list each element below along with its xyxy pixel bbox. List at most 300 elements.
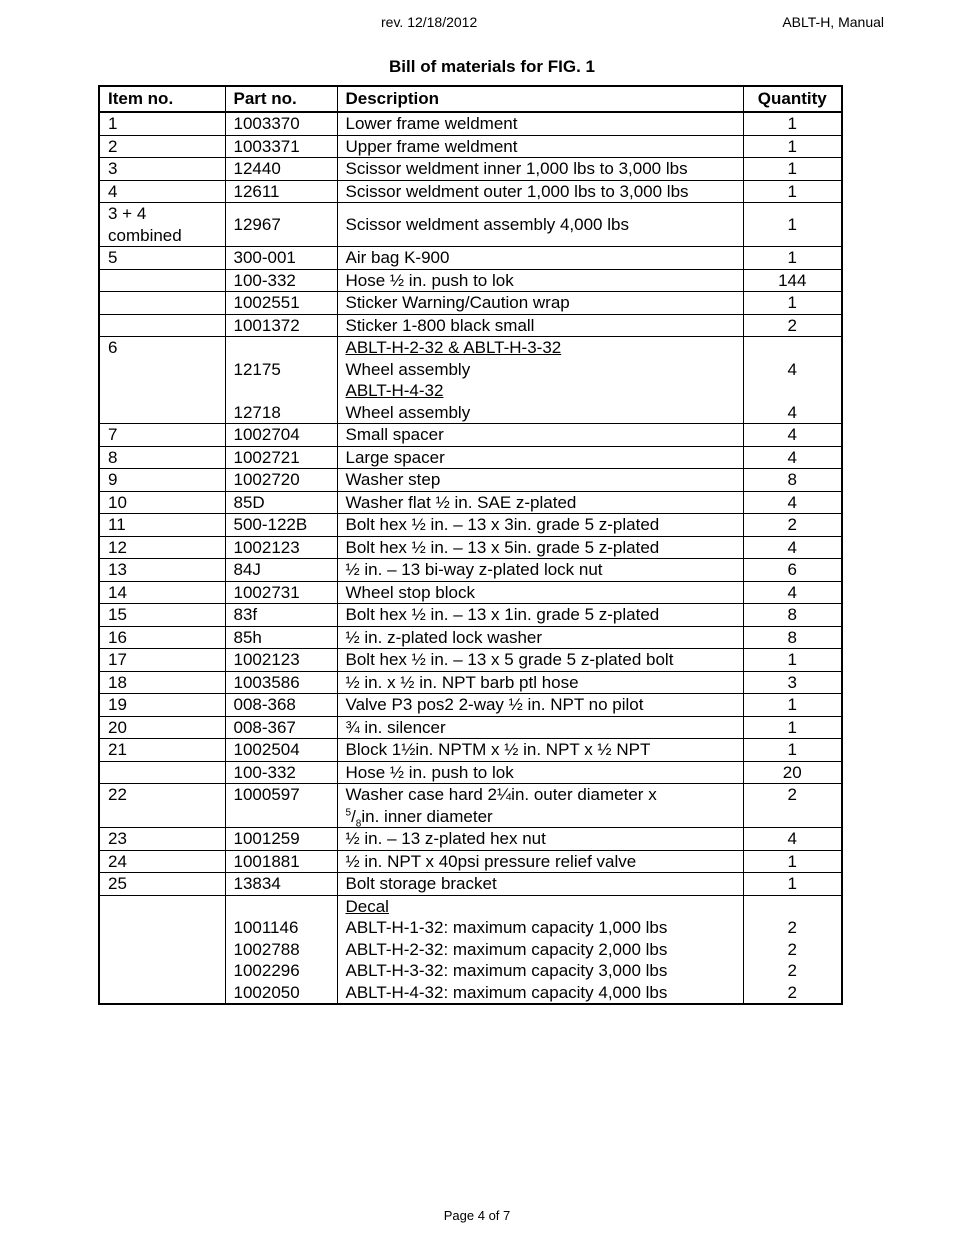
cell-line: 19: [108, 695, 127, 714]
cell-line: 10: [108, 492, 127, 512]
table-row: [99, 716, 842, 739]
part-no-cell: [225, 203, 337, 247]
cell-line: ABLT-H-2-32: maximum capacity 2,000 lbs: [345, 939, 668, 959]
cell-line: ½ in. – 13 bi-way z-plated lock nut: [345, 560, 603, 579]
quantity-cell: [743, 604, 842, 627]
item-no-cell: [99, 604, 225, 627]
quantity-cell: [743, 694, 842, 717]
part-no-cell: [225, 135, 337, 158]
part-no-cell: [225, 180, 337, 203]
quantity-cell: [743, 649, 842, 672]
quantity-cell: [743, 135, 842, 158]
cell-line: 3 + 4: [108, 204, 147, 223]
item-no-cell: [99, 559, 225, 582]
table-row: [99, 112, 842, 135]
cell-line: 1: [787, 181, 797, 201]
cell-line: 4: [787, 582, 797, 602]
quantity-cell: [743, 269, 842, 292]
table-body: [99, 112, 842, 1004]
description-cell: [337, 337, 743, 424]
cell-line: Large spacer: [345, 447, 445, 467]
cell-line: 1002704: [233, 425, 300, 444]
description-cell: [337, 514, 743, 537]
table-row: [99, 491, 842, 514]
item-no-cell: [99, 626, 225, 649]
cell-line: Bolt hex ½ in. – 13 x 1in. grade 5 z-plated: [345, 605, 660, 624]
cell-line: 20: [782, 762, 802, 782]
table-row: [99, 873, 842, 896]
table-row: [99, 314, 842, 337]
cell-line: 12440: [233, 159, 281, 178]
part-no-cell: [225, 626, 337, 649]
cell-line: [108, 270, 217, 292]
description-cell: [337, 873, 743, 896]
table-row: [99, 649, 842, 672]
item-no-cell: [99, 446, 225, 469]
cell-line: 23: [108, 829, 127, 848]
cell-line: Sticker Warning/Caution wrap: [345, 293, 570, 312]
part-no-cell: [225, 247, 337, 270]
quantity-cell: [743, 895, 842, 1004]
cell-line: 9: [108, 470, 118, 489]
quantity-cell: [743, 850, 842, 873]
cell-line: 1002721: [233, 447, 300, 467]
description-cell: [337, 314, 743, 337]
cell-line: 1003371: [233, 136, 300, 156]
cell-line: 2: [787, 961, 797, 980]
cell-line: 144: [778, 270, 807, 290]
cell-line: 12175: [233, 359, 281, 379]
cell-line: 83f: [233, 605, 258, 624]
cell-line: 1003370: [233, 114, 300, 133]
cell-line: 4: [787, 537, 797, 557]
cell-line: ¾ in. silencer: [345, 717, 446, 737]
quantity-cell: [743, 828, 842, 851]
cell-line: 4: [787, 492, 797, 512]
cell-line: 24: [108, 851, 127, 871]
table-row: [99, 828, 842, 851]
description-cell: [337, 424, 743, 447]
item-no-cell: [99, 873, 225, 896]
cell-line: 3: [787, 672, 797, 692]
cell-line: 1: [108, 114, 118, 133]
table-row: [99, 536, 842, 559]
cell-line: Upper frame weldment: [345, 136, 518, 156]
part-no-cell: [225, 446, 337, 469]
cell-line: [108, 762, 217, 784]
table-row: [99, 604, 842, 627]
quantity-cell: [743, 446, 842, 469]
cell-line: 15: [108, 605, 127, 624]
cell-line: 1000597: [233, 785, 300, 804]
part-no-cell: [225, 604, 337, 627]
cell-line: 85D: [233, 492, 265, 512]
cell-line: Small spacer: [345, 425, 444, 444]
part-no-cell: [225, 536, 337, 559]
cell-line: [752, 337, 834, 359]
quantity-cell: [743, 292, 842, 315]
cell-line: 6: [108, 338, 118, 357]
quantity-cell: [743, 469, 842, 492]
cell-line: Sticker 1-800 black small: [345, 315, 535, 335]
description-cell: [337, 626, 743, 649]
item-no-cell: [99, 581, 225, 604]
cell-line: Block 1½in. NPTM x ½ in. NPT x ½ NPT: [345, 740, 651, 759]
cell-line: 5: [108, 248, 118, 267]
cell-line: 13: [108, 560, 127, 579]
description-cell: [337, 761, 743, 784]
table-row: [99, 581, 842, 604]
table-row: [99, 671, 842, 694]
quantity-cell: [743, 337, 842, 424]
item-no-cell: [99, 828, 225, 851]
item-no-cell: [99, 314, 225, 337]
description-cell: [337, 581, 743, 604]
item-no-cell: [99, 292, 225, 315]
cell-line: Bolt hex ½ in. – 13 x 3in. grade 5 z-plated: [345, 515, 660, 534]
cell-line: 14: [108, 582, 127, 602]
table-row: [99, 739, 842, 762]
cell-line: ½ in. – 13 z-plated hex nut: [345, 829, 546, 848]
table-row: [99, 135, 842, 158]
cell-line: 4: [787, 425, 797, 444]
quantity-cell: [743, 581, 842, 604]
quantity-cell: [743, 514, 842, 537]
cell-line: Hose ½ in. push to lok: [345, 762, 514, 782]
quantity-cell: [743, 873, 842, 896]
quantity-cell: [743, 559, 842, 582]
description-cell: [337, 491, 743, 514]
cell-line: Washer flat ½ in. SAE z-plated: [345, 492, 577, 512]
quantity-cell: [743, 180, 842, 203]
part-no-cell: [225, 469, 337, 492]
part-no-cell: [225, 671, 337, 694]
cell-line: 8: [787, 627, 797, 647]
part-no-cell: [225, 514, 337, 537]
part-no-cell: [225, 716, 337, 739]
cell-line: 4: [787, 402, 797, 422]
table-row: [99, 559, 842, 582]
cell-line: 18: [108, 672, 127, 692]
table-row: [99, 895, 842, 1004]
cell-line: Decal: [345, 896, 389, 916]
cell-line: Air bag K-900: [345, 248, 450, 267]
cell-line: 1002731: [233, 582, 300, 602]
cell-line: 1: [787, 248, 797, 267]
part-no-cell: [225, 424, 337, 447]
item-no-cell: [99, 784, 225, 828]
cell-line: 1: [787, 695, 797, 714]
table-row: [99, 514, 842, 537]
cell-line: 2: [787, 982, 797, 1002]
cell-line: 1: [787, 717, 797, 737]
cell-line: Valve P3 pos2 2-way ½ in. NPT no pilot: [345, 695, 644, 714]
cell-line: 1: [787, 293, 797, 312]
part-no-cell: [225, 828, 337, 851]
description-cell: [337, 469, 743, 492]
table-row: [99, 269, 842, 292]
description-cell: [337, 850, 743, 873]
cell-line: 100-332: [233, 762, 296, 782]
table-row: [99, 784, 842, 828]
description-cell: [337, 112, 743, 135]
cell-line: ABLT-H-1-32: maximum capacity 1,000 lbs: [345, 918, 668, 937]
part-no-cell: [225, 112, 337, 135]
item-no-cell: [99, 424, 225, 447]
cell-line: ABLT-H-4-32: maximum capacity 4,000 lbs: [345, 982, 668, 1002]
description-cell: [337, 604, 743, 627]
item-no-cell: [99, 694, 225, 717]
cell-line: ½ in. NPT x 40psi pressure relief valve: [345, 851, 637, 871]
cell-line: 12611: [233, 181, 280, 201]
description-cell: [337, 895, 743, 1004]
item-no-cell: [99, 180, 225, 203]
description-cell: [337, 739, 743, 762]
header-revision: rev. 12/18/2012: [381, 14, 478, 30]
cell-line: 3: [108, 159, 118, 178]
item-no-cell: [99, 158, 225, 181]
table-row: [99, 469, 842, 492]
part-no-cell: [225, 873, 337, 896]
cell-line: Bolt hex ½ in. – 13 x 5 grade 5 z-plated bolt: [345, 650, 674, 669]
item-no-cell: [99, 269, 225, 292]
cell-line: 008-367: [233, 717, 296, 737]
cell-line: 1: [787, 159, 797, 178]
table-row: [99, 626, 842, 649]
item-no-cell: [99, 671, 225, 694]
page-title: Bill of materials for FIG. 1: [389, 57, 595, 76]
table-row: [99, 158, 842, 181]
item-no-cell: [99, 895, 225, 1004]
cell-line: 2: [787, 515, 797, 534]
description-cell: [337, 716, 743, 739]
table-row: [99, 446, 842, 469]
part-no-cell: [225, 158, 337, 181]
cell-line: 100-332: [233, 270, 296, 290]
table-row: [99, 292, 842, 315]
cell-line: 11: [108, 515, 126, 534]
cell-line: ½ in. z-plated lock washer: [345, 627, 543, 647]
quantity-cell: [743, 671, 842, 694]
item-no-cell: [99, 469, 225, 492]
cell-line: 1002123: [233, 537, 300, 557]
cell-line: 4: [787, 447, 797, 467]
cell-line: Hose ½ in. push to lok: [345, 270, 514, 290]
cell-line: $^5/_8in$. inner diameter: [345, 806, 493, 829]
item-no-cell: [99, 761, 225, 784]
cell-line: 1002050: [233, 982, 300, 1002]
table-row: [99, 203, 842, 247]
column-header-item-no: Item no.: [99, 86, 225, 112]
cell-line: Bolt hex ½ in. – 13 x 5in. grade 5 z-plated: [345, 537, 660, 557]
description-cell: [337, 671, 743, 694]
cell-line: 8: [108, 447, 118, 467]
cell-line: 4: [787, 359, 797, 379]
cell-line: 8: [787, 605, 797, 624]
cell-line: 12967: [233, 214, 281, 234]
description-cell: [337, 158, 743, 181]
cell-line: 1003586: [233, 672, 300, 692]
cell-line: 4: [787, 829, 797, 848]
cell-line: 8: [787, 470, 797, 489]
quantity-cell: [743, 314, 842, 337]
table-row: [99, 424, 842, 447]
description-cell: [337, 828, 743, 851]
item-no-cell: [99, 536, 225, 559]
part-no-cell: [225, 491, 337, 514]
cell-line: 1001146: [233, 918, 299, 937]
description-cell: [337, 536, 743, 559]
description-cell: [337, 559, 743, 582]
quantity-cell: [743, 424, 842, 447]
cell-line: 85h: [233, 627, 262, 647]
cell-line: Wheel assembly: [345, 359, 471, 379]
table-header-row: [99, 86, 842, 112]
cell-line: 1002504: [233, 740, 300, 759]
cell-line: 7: [108, 425, 118, 444]
part-no-cell: [225, 292, 337, 315]
cell-line: 1: [787, 136, 797, 156]
cell-line: 16: [108, 627, 127, 647]
part-no-cell: [225, 761, 337, 784]
description-cell: [337, 269, 743, 292]
description-cell: [337, 203, 743, 247]
cell-line: Lower frame weldment: [345, 114, 518, 133]
cell-line: 1002788: [233, 939, 300, 959]
description-cell: [337, 135, 743, 158]
cell-line: 1001881: [233, 851, 300, 871]
cell-line: 21: [108, 740, 127, 759]
quantity-cell: [743, 761, 842, 784]
description-cell: [337, 784, 743, 828]
cell-line: [234, 337, 329, 359]
part-no-cell: [225, 895, 337, 1004]
cell-line: Washer case hard 2¼in. outer diameter x: [345, 785, 657, 804]
part-no-cell: [225, 581, 337, 604]
part-no-cell: [225, 694, 337, 717]
cell-line: 2: [787, 785, 797, 804]
part-no-cell: [225, 649, 337, 672]
quantity-cell: [743, 626, 842, 649]
header-manual-title: ABLT-H, Manual: [782, 14, 884, 30]
item-no-cell: [99, 135, 225, 158]
cell-line: Scissor weldment outer 1,000 lbs to 3,000 lbs: [345, 181, 689, 201]
item-no-cell: [99, 850, 225, 873]
cell-line: [108, 292, 217, 314]
item-no-cell: [99, 247, 225, 270]
cell-line: 20: [108, 717, 127, 737]
table-row: [99, 337, 842, 424]
cell-line: 17: [108, 650, 127, 669]
cell-line: 25: [108, 874, 127, 893]
cell-line: combined: [108, 225, 182, 245]
table-row: [99, 694, 842, 717]
cell-line: 1002296: [233, 961, 300, 980]
cell-line: [234, 896, 329, 918]
cell-line: 1002720: [233, 470, 300, 489]
cell-line: 13834: [233, 874, 281, 893]
cell-line: [108, 315, 217, 337]
description-cell: [337, 446, 743, 469]
cell-line: [234, 380, 329, 402]
cell-line: 1: [787, 851, 797, 871]
description-cell: [337, 649, 743, 672]
description-cell: [337, 180, 743, 203]
description-cell: [337, 247, 743, 270]
cell-line: 008-368: [233, 695, 296, 714]
quantity-cell: [743, 158, 842, 181]
cell-line: 2: [108, 136, 118, 156]
cell-line: Wheel assembly: [345, 402, 471, 422]
item-no-cell: [99, 337, 225, 424]
part-no-cell: [225, 337, 337, 424]
quantity-cell: [743, 784, 842, 828]
description-cell: [337, 694, 743, 717]
item-no-cell: [99, 514, 225, 537]
item-no-cell: [99, 739, 225, 762]
cell-line: 2: [787, 918, 797, 937]
quantity-cell: [743, 491, 842, 514]
cell-line: 1: [787, 214, 797, 234]
cell-line: 1002123: [233, 650, 300, 669]
cell-line: 84J: [233, 560, 261, 579]
cell-line: 1001259: [233, 829, 300, 848]
part-no-cell: [225, 784, 337, 828]
cell-line: 500-122B: [233, 515, 308, 534]
part-no-cell: [225, 739, 337, 762]
quantity-cell: [743, 112, 842, 135]
quantity-cell: [743, 247, 842, 270]
part-no-cell: [225, 314, 337, 337]
cell-line: ABLT-H-2-32 & ABLT-H-3-32: [345, 338, 562, 357]
column-header-part-no: Part no.: [225, 86, 337, 112]
cell-line: Bolt storage bracket: [345, 874, 497, 893]
cell-line: 12718: [233, 402, 281, 422]
cell-line: 1001372: [233, 315, 300, 335]
quantity-cell: [743, 739, 842, 762]
cell-line: ½ in. x ½ in. NPT barb ptl hose: [345, 672, 579, 692]
cell-line: Scissor weldment inner 1,000 lbs to 3,000 lbs: [345, 159, 688, 178]
cell-line: 22: [108, 785, 127, 804]
cell-line: Scissor weldment assembly 4,000 lbs: [345, 214, 629, 234]
cell-line: 1: [787, 740, 797, 759]
part-no-cell: [225, 269, 337, 292]
cell-line: 1002551: [233, 293, 300, 312]
cell-line: 2: [787, 315, 797, 335]
cell-line: Washer step: [345, 470, 441, 489]
cell-line: [752, 380, 834, 402]
table-row: [99, 850, 842, 873]
cell-line: 2: [787, 939, 797, 959]
quantity-cell: [743, 536, 842, 559]
bill-of-materials-table: [98, 85, 843, 1005]
cell-line: 1: [787, 650, 797, 669]
item-no-cell: [99, 716, 225, 739]
cell-line: 300-001: [233, 248, 296, 267]
quantity-cell: [743, 716, 842, 739]
cell-line: 12: [108, 537, 127, 557]
column-header-description: Description: [337, 86, 743, 112]
cell-line: 4: [108, 181, 118, 201]
cell-line: 1: [787, 114, 797, 133]
item-no-cell: [99, 112, 225, 135]
description-cell: [337, 292, 743, 315]
column-header-quantity: Quantity: [743, 86, 842, 112]
item-no-cell: [99, 649, 225, 672]
part-no-cell: [225, 850, 337, 873]
cell-line: 6: [787, 560, 797, 579]
page-footer: Page 4 of 7: [443, 1208, 511, 1223]
